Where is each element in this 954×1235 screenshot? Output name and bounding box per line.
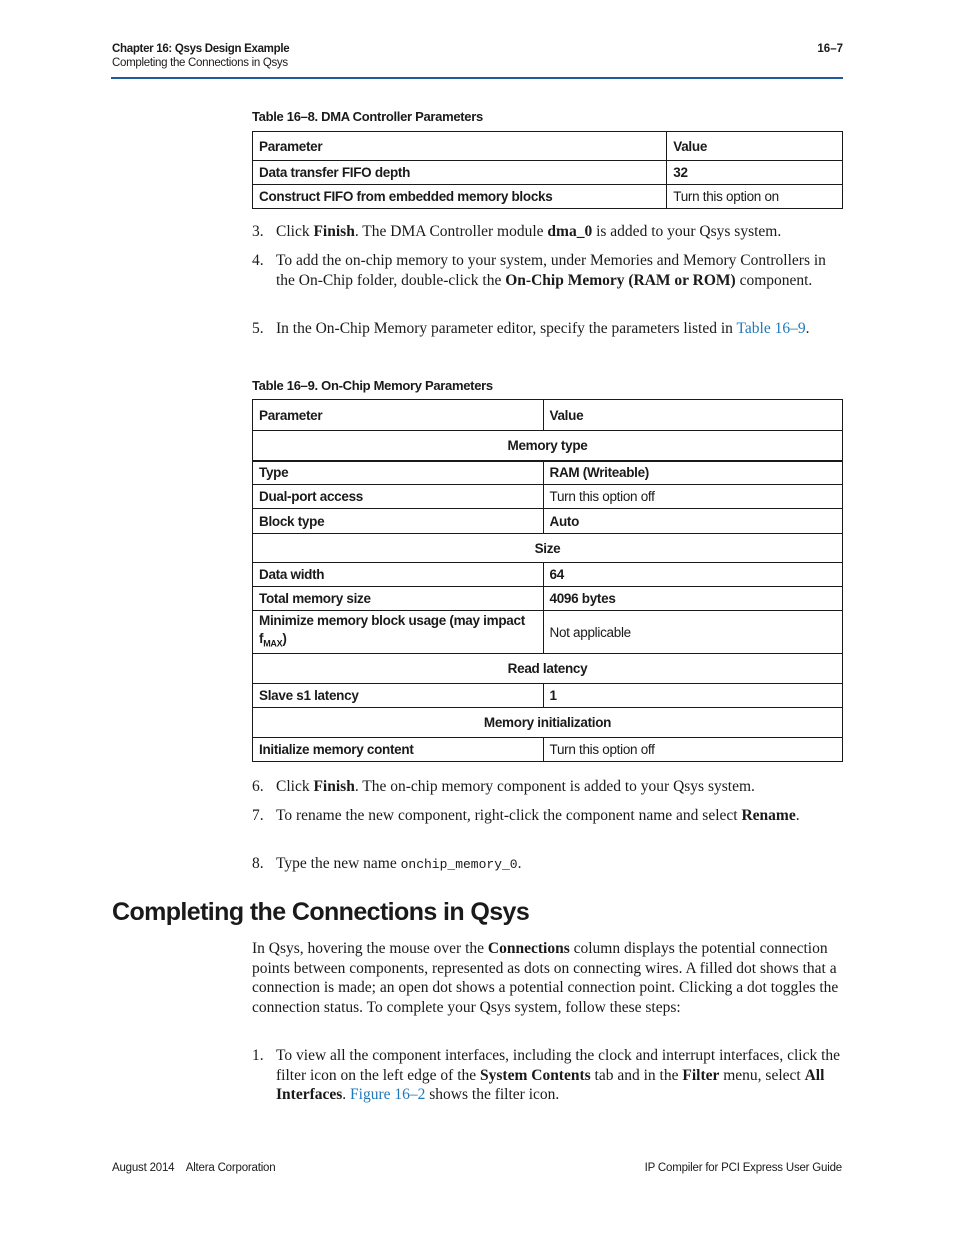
param-cell: Dual-port access	[253, 485, 544, 509]
ui-term: All Interfaces	[276, 1066, 825, 1103]
group-label: Read latency	[253, 654, 843, 684]
value-cell: Auto	[543, 509, 843, 534]
step-text: In the On-Chip Memory parameter editor, specify the parameters listed in	[276, 320, 737, 337]
ui-term: Connections	[487, 940, 570, 957]
step-number: 3.	[252, 223, 264, 240]
column-header-value: Value	[667, 132, 843, 161]
table-row	[253, 185, 843, 209]
figure-16-2-link[interactable]: Figure 16–2	[350, 1086, 426, 1103]
step-text: .	[342, 1086, 351, 1103]
step-text: .	[517, 855, 522, 872]
table-row	[253, 684, 843, 708]
param-cell: Total memory size	[253, 587, 544, 611]
section-heading: Completing the Connections in Qsys	[112, 898, 530, 926]
header-rule	[111, 77, 843, 79]
param-cell: Block type	[253, 509, 544, 534]
value-cell: 1	[543, 684, 843, 708]
param-cell	[253, 611, 544, 654]
step-text: tab and in the	[590, 1066, 683, 1084]
ui-term: Rename	[741, 807, 796, 824]
onchip-memory-parameters-table	[252, 399, 843, 762]
param-text: Minimize memory block usage (may impact f	[259, 612, 525, 646]
ui-term: On-Chip Memory (RAM or ROM)	[505, 271, 736, 289]
para-text: In Qsys, hovering the mouse over the	[252, 940, 488, 957]
value-cell: Not applicable	[543, 611, 843, 654]
table-row	[253, 563, 843, 587]
section-title: Completing the Connections in Qsys	[112, 57, 288, 69]
column-header-parameter: Parameter	[253, 132, 667, 161]
page-header	[112, 43, 843, 69]
ui-term: Filter	[682, 1066, 720, 1084]
table-header-row	[253, 400, 843, 431]
table2-caption: Table 16–9. On-Chip Memory Parameters	[252, 378, 493, 393]
component-name-code: onchip_memory_0	[400, 857, 518, 872]
list-item	[252, 222, 842, 242]
value-cell: Turn this option off	[543, 485, 843, 509]
group-label: Size	[253, 534, 843, 563]
step-text: To rename the new component, right-click the component name and select	[276, 807, 742, 824]
step-number: 6.	[252, 778, 264, 795]
table-row	[253, 161, 843, 185]
list-item	[252, 1046, 842, 1105]
param-cell: Type	[253, 461, 544, 485]
table-header-row	[253, 132, 843, 161]
step-text: Click	[276, 778, 314, 795]
page-number: 16–7	[817, 43, 843, 55]
group-label: Memory initialization	[253, 708, 843, 738]
table-row	[253, 587, 843, 611]
value-cell: 64	[543, 563, 843, 587]
ui-term: dma_0	[547, 223, 593, 240]
ui-term: Finish	[313, 778, 355, 795]
column-header-value: Value	[543, 400, 843, 431]
column-header-parameter: Parameter	[253, 400, 544, 431]
step-text: component.	[735, 271, 813, 289]
list-item	[252, 806, 842, 826]
group-row	[253, 654, 843, 684]
param-cell: Data width	[253, 563, 544, 587]
step-number: 8.	[252, 855, 264, 872]
value-cell: Turn this option on	[667, 185, 843, 209]
table-row	[253, 611, 843, 654]
step-text: Click	[276, 223, 314, 240]
value-cell: 32	[667, 161, 843, 185]
step-text: Type the new name	[276, 855, 401, 872]
step-text: .	[805, 320, 810, 337]
footer-right: IP Compiler for PCI Express User Guide	[644, 1162, 842, 1174]
para-text: column displays the potential connection points between components, represented as dots on connecting wires. A filled dot shows that a connection is made; an open dot shows a potential connection point. Clicking a dot toggles the connection status. To complete your Qsys system, follow these steps:	[252, 940, 839, 1016]
table-row	[253, 738, 843, 762]
ui-term: Finish	[313, 223, 355, 240]
value-cell: 4096 bytes	[543, 587, 843, 611]
table-row	[253, 509, 843, 534]
list-item	[252, 251, 842, 290]
table-16-9-link[interactable]: Table 16–9	[736, 320, 806, 337]
step-text: . The on-chip memory component is added to your Qsys system.	[354, 778, 755, 795]
step-number: 5.	[252, 320, 264, 337]
value-cell: RAM (Writeable)	[543, 461, 843, 485]
step-text: shows the filter icon.	[425, 1086, 560, 1103]
param-subscript: MAX	[263, 638, 283, 649]
value-cell: Turn this option off	[543, 738, 843, 762]
group-row	[253, 534, 843, 563]
intro-paragraph	[252, 939, 842, 1017]
step-text: . The DMA Controller module	[354, 223, 548, 240]
step-text: To add the on-chip memory to your system, under Memories and Memory Controllers in the On-Chip folder, double-click the	[276, 252, 826, 289]
step-number: 7.	[252, 807, 264, 824]
step-text: is added to your Qsys system.	[592, 223, 782, 240]
step-number: 1.	[252, 1047, 264, 1064]
param-cell: Data transfer FIFO depth	[253, 161, 667, 185]
list-item	[252, 854, 842, 875]
table-row	[253, 461, 843, 485]
chapter-title: Chapter 16: Qsys Design Example	[112, 43, 290, 55]
step-number: 4.	[252, 252, 264, 269]
group-row	[253, 708, 843, 738]
group-row	[253, 431, 843, 461]
param-cell: Initialize memory content	[253, 738, 544, 762]
step-text: .	[795, 807, 800, 824]
list-item	[252, 777, 842, 797]
group-label: Memory type	[253, 431, 843, 461]
param-cell: Slave s1 latency	[253, 684, 544, 708]
step-text: To view all the component interfaces, including the clock and interrupt interfaces, click the filter icon on the left edge of the	[276, 1047, 841, 1084]
footer-left: August 2014 Altera Corporation	[112, 1162, 276, 1174]
step-text: menu, select	[719, 1066, 805, 1084]
ui-term: System Contents	[480, 1066, 591, 1084]
list-item	[252, 319, 842, 339]
param-text: )	[282, 630, 287, 646]
table1-caption: Table 16–8. DMA Controller Parameters	[252, 109, 483, 124]
table-row	[253, 485, 843, 509]
param-cell: Construct FIFO from embedded memory blocks	[253, 185, 667, 209]
dma-parameters-table	[252, 131, 843, 209]
